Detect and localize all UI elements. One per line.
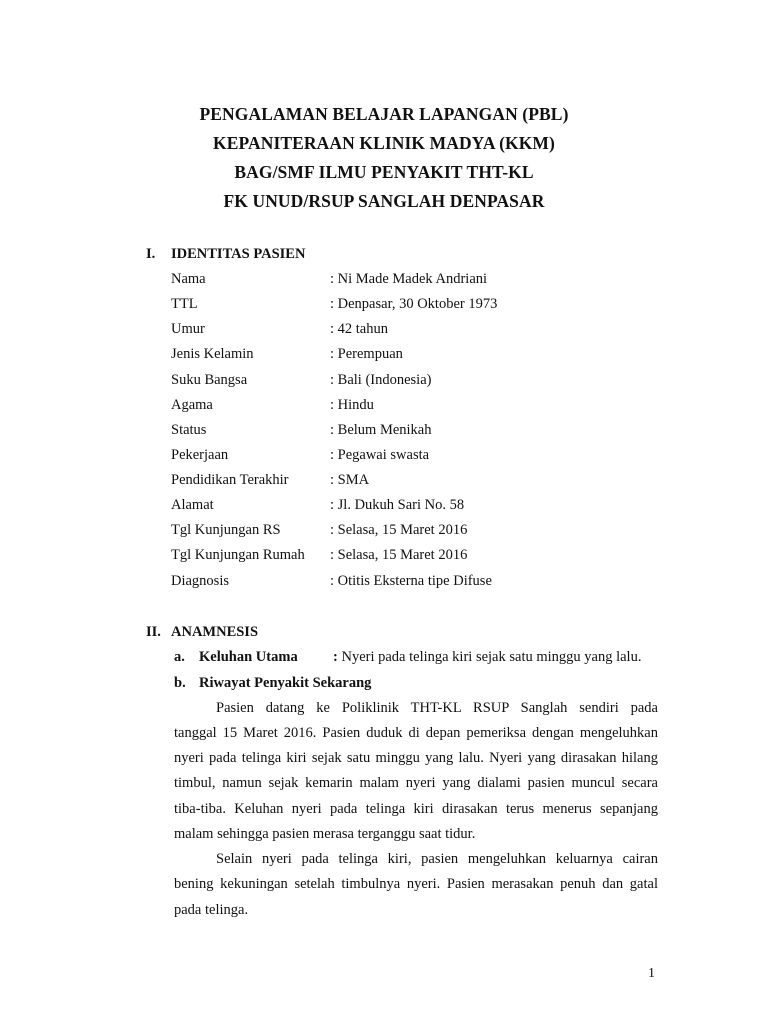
paragraph-line: nyeri pada telinga kiri sejak satu minggu yang lalu. Nyeri yang dirasakan hilang — [174, 750, 658, 766]
title-line-2: KEPANITERAAN KLINIK MADYA (KKM) — [213, 133, 555, 153]
identity-label: Pekerjaan — [171, 447, 229, 463]
identity-label: Agama — [171, 397, 213, 413]
paragraph-line: Pasien datang ke Poliklinik THT-KL RSUP Sanglah sendiri pada — [216, 700, 658, 716]
subsection-title: Keluhan Utama — [199, 649, 298, 665]
identity-label: Diagnosis — [171, 573, 229, 589]
paragraph-line: tiba-tiba. Keluhan nyeri pada telinga kiri dirasakan terus menerus sepanjang — [174, 801, 658, 817]
keluhan-colon: : — [333, 649, 338, 665]
identity-value: : Selasa, 15 Maret 2016 — [330, 547, 468, 563]
identity-label: Alamat — [171, 497, 214, 513]
identity-value: : Bali (Indonesia) — [330, 372, 432, 388]
identity-value: : Belum Menikah — [330, 422, 432, 438]
section-number: I. — [146, 246, 156, 262]
identity-label: Pendidikan Terakhir — [171, 472, 289, 488]
keluhan-utama-value — [333, 649, 641, 666]
identity-label: Suku Bangsa — [171, 372, 248, 388]
identity-value: : Otitis Eksterna tipe Difuse — [330, 573, 492, 589]
keluhan-text: Nyeri pada telinga kiri sejak satu minggu yang lalu. — [337, 649, 642, 665]
paragraph-line: malam sehingga pasien merasa terganggu saat tidur. — [174, 826, 476, 842]
identity-value: : Ni Made Madek Andriani — [330, 271, 488, 287]
identity-value: : Jl. Dukuh Sari No. 58 — [330, 497, 465, 513]
identity-label: Tgl Kunjungan Rumah — [171, 547, 305, 563]
paragraph-line: bening kekuningan setelah timbulnya nyeri. Pasien merasakan penuh dan gatal — [174, 876, 658, 892]
identity-value: : 42 tahun — [330, 321, 388, 337]
identity-label: TTL — [171, 296, 198, 312]
subsection-letter: b. — [174, 675, 186, 691]
page-number: 1 — [648, 966, 655, 981]
identity-label: Tgl Kunjungan RS — [171, 522, 281, 538]
subsection-riwayat — [174, 675, 371, 692]
identity-value: : Hindu — [330, 397, 374, 413]
paragraph-line: Selain nyeri pada telinga kiri, pasien mengeluhkan keluarnya cairan — [216, 851, 658, 867]
paragraph-line: timbul, namun sejak kemarin malam nyeri yang dialami pasien muncul secara — [174, 775, 658, 791]
subsection-title: Riwayat Penyakit Sekarang — [199, 675, 372, 691]
section-title: IDENTITAS PASIEN — [171, 246, 306, 262]
subsection-letter: a. — [174, 649, 185, 665]
title-line-3: BAG/SMF ILMU PENYAKIT THT-KL — [234, 162, 534, 182]
paragraph-line: tanggal 15 Maret 2016. Pasien duduk di depan pemeriksa dengan mengeluhkan — [174, 725, 658, 741]
title-line-4: FK UNUD/RSUP SANGLAH DENPASAR — [223, 191, 545, 211]
identity-label: Status — [171, 422, 207, 438]
title-line-1: PENGALAMAN BELAJAR LAPANGAN (PBL) — [199, 104, 569, 124]
identity-value: : Perempuan — [330, 346, 403, 362]
identity-value: : SMA — [330, 472, 370, 488]
paragraph-line: pada telinga. — [174, 902, 249, 918]
section-title: ANAMNESIS — [171, 624, 259, 640]
subsection-keluhan-utama — [174, 649, 298, 666]
identity-label: Nama — [171, 271, 206, 287]
section-anamnesis-heading — [146, 624, 258, 641]
section-identitas-heading — [146, 246, 305, 263]
identity-value: : Pegawai swasta — [330, 447, 430, 463]
identity-value: : Denpasar, 30 Oktober 1973 — [330, 296, 498, 312]
identity-label: Umur — [171, 321, 205, 337]
identity-label: Jenis Kelamin — [171, 346, 254, 362]
section-number: II. — [146, 624, 161, 640]
identity-value: : Selasa, 15 Maret 2016 — [330, 522, 468, 538]
